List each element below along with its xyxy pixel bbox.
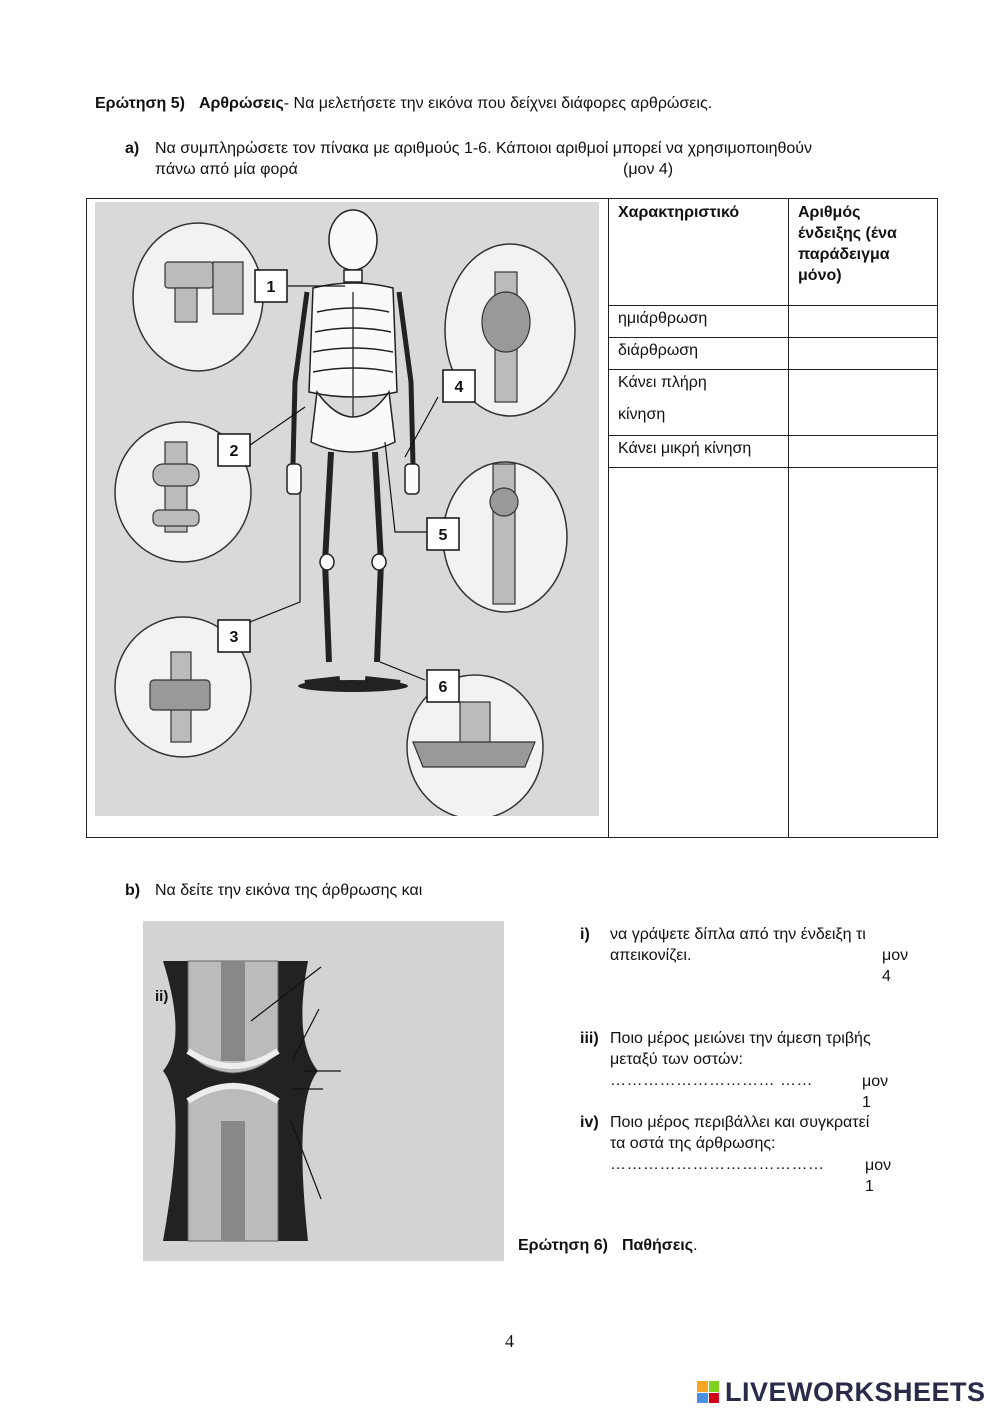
question-5-title xyxy=(95,95,712,113)
part-a-text-line2: πάνω από μία φορά xyxy=(155,161,298,178)
table-row-hemiarthrosis: ημιάρθρωση xyxy=(618,310,708,327)
sub-question-iii-answer-blank[interactable]: ………………………… …… xyxy=(610,1072,813,1089)
part-b-text: Να δείτε την εικόνα της άρθρωσης και xyxy=(155,882,423,899)
question-6-title: Ερώτηση 6) Παθήσεις. xyxy=(518,1237,698,1254)
skeleton-shadow xyxy=(298,680,408,692)
skeleton-joints-figure xyxy=(95,202,599,816)
table-header-number: Αριθμός ένδειξης (ένα παράδειγμα μόνο) xyxy=(798,204,897,284)
sub-question-i-marks: μον 4 xyxy=(882,947,909,985)
sub-question-i-line2: απεικονίζει. xyxy=(610,947,692,964)
sub-question-iv-line2: τα οστά της άρθρωσης: xyxy=(610,1135,776,1152)
callout-label-2: 2 xyxy=(229,443,239,460)
liveworksheets-wordmark: LIVEWORKSHEETS xyxy=(725,1376,986,1407)
table-header-feature: Χαρακτηριστικό xyxy=(618,204,740,221)
label-ii: ii) xyxy=(155,988,169,1005)
liveworksheets-logo xyxy=(697,1378,986,1406)
callout-label-3: 3 xyxy=(229,629,239,646)
part-a-label: a) xyxy=(125,140,140,157)
question-5-instruction: - Να μελετήσετε την εικόνα που δείχνει διάφορες αρθρώσεις. xyxy=(283,95,713,112)
page-number: 4 xyxy=(505,1331,514,1351)
synovial-joint-illustration xyxy=(143,921,504,1261)
sub-question-iii-marks: μον 1 xyxy=(862,1073,889,1111)
answer-cell-hemiarthrosis[interactable] xyxy=(789,306,937,336)
callout-label-5: 5 xyxy=(438,527,448,544)
sub-question-iv-line1: Ποιο μέρος περιβάλλει και συγκρατεί xyxy=(610,1114,870,1131)
sub-question-iv-answer-blank[interactable]: ………………………………… xyxy=(610,1156,825,1173)
question-6-label: Ερώτηση 6) xyxy=(518,1237,608,1254)
sub-question-iii-label: iii) xyxy=(580,1030,599,1047)
table-row-full-movement-line1: Κάνει πλήρη xyxy=(618,374,707,391)
callout-label-6: 6 xyxy=(438,679,448,696)
sub-question-iv-marks: μον 1 xyxy=(865,1157,892,1195)
sub-question-iii-line1: Ποιο μέρος μειώνει την άμεση τριβής xyxy=(610,1030,871,1047)
table-row-full-movement-line2: κίνηση xyxy=(618,406,666,423)
part-a-instruction xyxy=(125,138,925,180)
sub-question-i-line1: να γράψετε δίπλα από την ένδειξη τι xyxy=(610,926,866,943)
answer-cell-small-movement[interactable] xyxy=(789,436,937,466)
callout-label-4: 4 xyxy=(454,379,464,396)
sub-question-iii-line2: μεταξύ των οστών: xyxy=(610,1051,743,1068)
liveworksheets-logo-icon xyxy=(697,1381,719,1403)
answer-cell-full-movement[interactable] xyxy=(789,370,937,434)
part-b-instruction xyxy=(125,882,422,900)
synovial-joint-figure xyxy=(143,921,504,1261)
skeleton-illustration xyxy=(95,202,599,816)
question-5-subject: Αρθρώσεις xyxy=(198,95,284,112)
part-b-label: b) xyxy=(125,882,141,899)
table-row-small-movement: Κάνει μικρή κίνηση xyxy=(618,440,752,457)
table-row-diarthrosis: διάρθρωση xyxy=(618,342,699,359)
callout-label-1: 1 xyxy=(266,279,276,296)
answer-cell-diarthrosis[interactable] xyxy=(789,338,937,368)
question-5-label: Ερώτηση 5) xyxy=(95,95,185,112)
part-a-text-line1: Να συμπληρώσετε τον πίνακα με αριθμούς 1-6. Κάποιοι αριθμοί μπορεί να χρησιμοποιηθούν xyxy=(155,140,813,157)
part-a-marks: (μον 4) xyxy=(623,161,674,178)
question-6-subject: Παθήσεις xyxy=(621,1237,694,1254)
sub-question-i-label: i) xyxy=(580,926,590,943)
sub-question-iv-label: iv) xyxy=(580,1114,599,1131)
